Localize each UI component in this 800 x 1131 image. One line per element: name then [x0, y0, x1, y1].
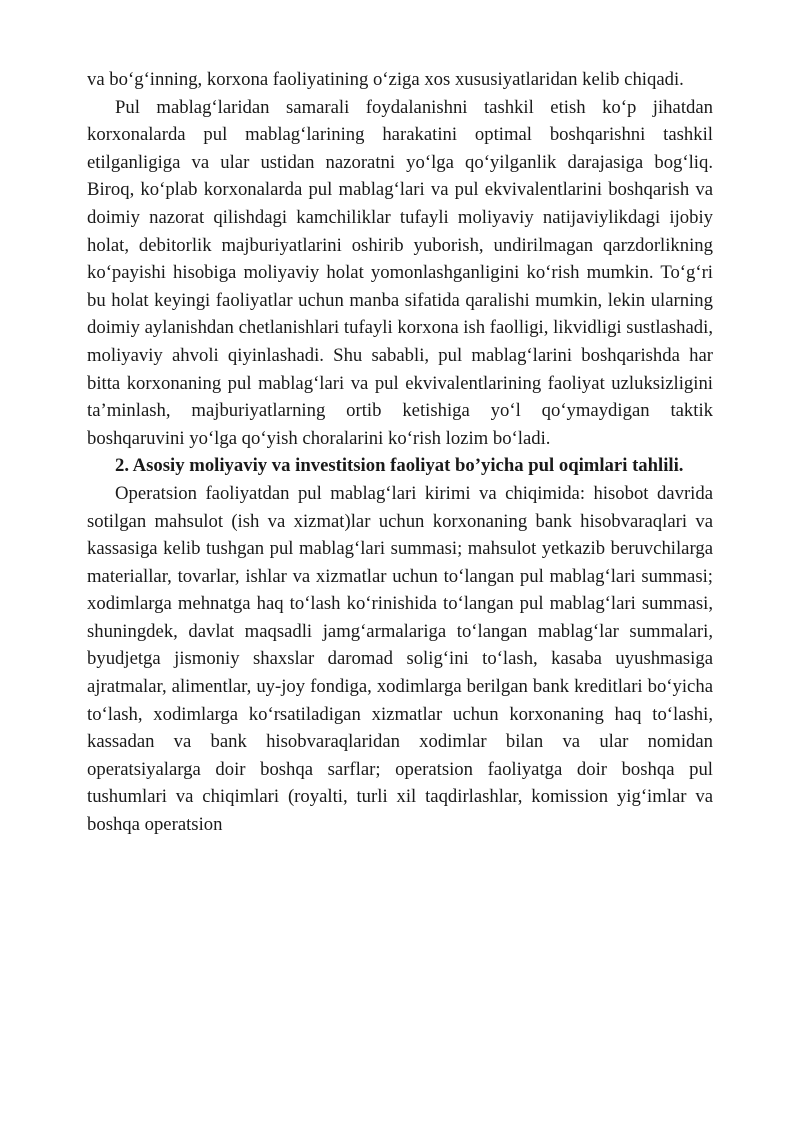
- paragraph-operating-activities: Operatsion faoliyatdan pul mablag‘lari kirimi va chiqimida: hisobot davrida sotilgan mahsulot (ish va xizmat)lar uchun korxonaning bank hisobvaraqlari va kassasiga kelib tushgan pul mablag‘lari summasi; mahsulot yetkazib beruvchilarga materiallar, tovarlar, ishlar va xizmatlar uchun to‘langan pul mablag‘lari summasi; xodimlarga mehnatga haq to‘lash ko‘rinishida to‘langan pul mablag‘lari summasi, shuningdek, davlat maqsadli jamg‘armalariga to‘langan mablag‘lar summalari, byudjetga jismoniy shaxslar daromad solig‘ini to‘lash, kasaba uyushmasiga ajratmalar, alimentlar, uy-joy fondiga, xodimlarga berilgan bank kreditlari bo‘yicha to‘lash, xodimlarga ko‘rsatiladigan xizmatlar uchun korxonaning haq to‘lashi, kassadan va bank hisobvaraqlaridan xodimlar bilan va ular nomidan operatsiyalarga doir boshqa sarflar; operatsion faoliyatga doir boshqa pul tushumlari va chiqimlari (royalti, turli xil taqdirlashlar, komission yig‘imlar va boshqa operatsion: [87, 482, 713, 836]
- paragraph-continuation: va bo‘g‘inning, korxona faoliyatining o‘ziga xos xususiyatlaridan kelib chiqadi.: [87, 69, 684, 90]
- paragraph-cash-management: Pul mablag‘laridan samarali foydalanishni tashkil etish ko‘p jihatdan korxonalarda pul mablag‘larining harakatini optimal boshqarishni tashkil etilganligiga va ular ustidan nazoratni yo‘lga qo‘yilganlik darajasiga bog‘liq. Biroq, ko‘plab korxonalarda pul mablag‘lari va pul ekvivalentlarini boshqarish va doimiy nazorat qilishdagi kamchiliklar tufayli moliyaviy natijaviylikdagi ijobiy holat, debitorlik majburiyatlarini oshirib yuborish, undirilmagan qarzdorlikning ko‘payishi hisobiga moliyaviy holat yomonlashganligini ko‘rish mumkin. To‘g‘ri bu holat keyingi faoliyatlar uchun manba sifatida qaralishi mumkin, lekin ularning doimiy aylanishdan chetlanishlari tufayli korxona ish faolligi, likvidligi sustlashadi, moliyaviy ahvoli qiyinlashadi. Shu sababli, pul mablag‘larini boshqarishda har bitta korxonaning pul mablag‘lari va pul ekvivalentlarining faoliyat uzluksizligini ta’minlash, majburiyatlarning ortib ketishiga yo‘l qo‘ymaydigan taktik boshqaruvini yo‘lga qo‘yish choralarini ko‘rish lozim bo‘ladi.: [87, 96, 713, 449]
- document-page: [87, 66, 713, 839]
- section-heading: 2. Asosiy moliyaviy va investitsion faoliyat bo’yicha pul oqimlari tahlili.: [115, 455, 684, 477]
